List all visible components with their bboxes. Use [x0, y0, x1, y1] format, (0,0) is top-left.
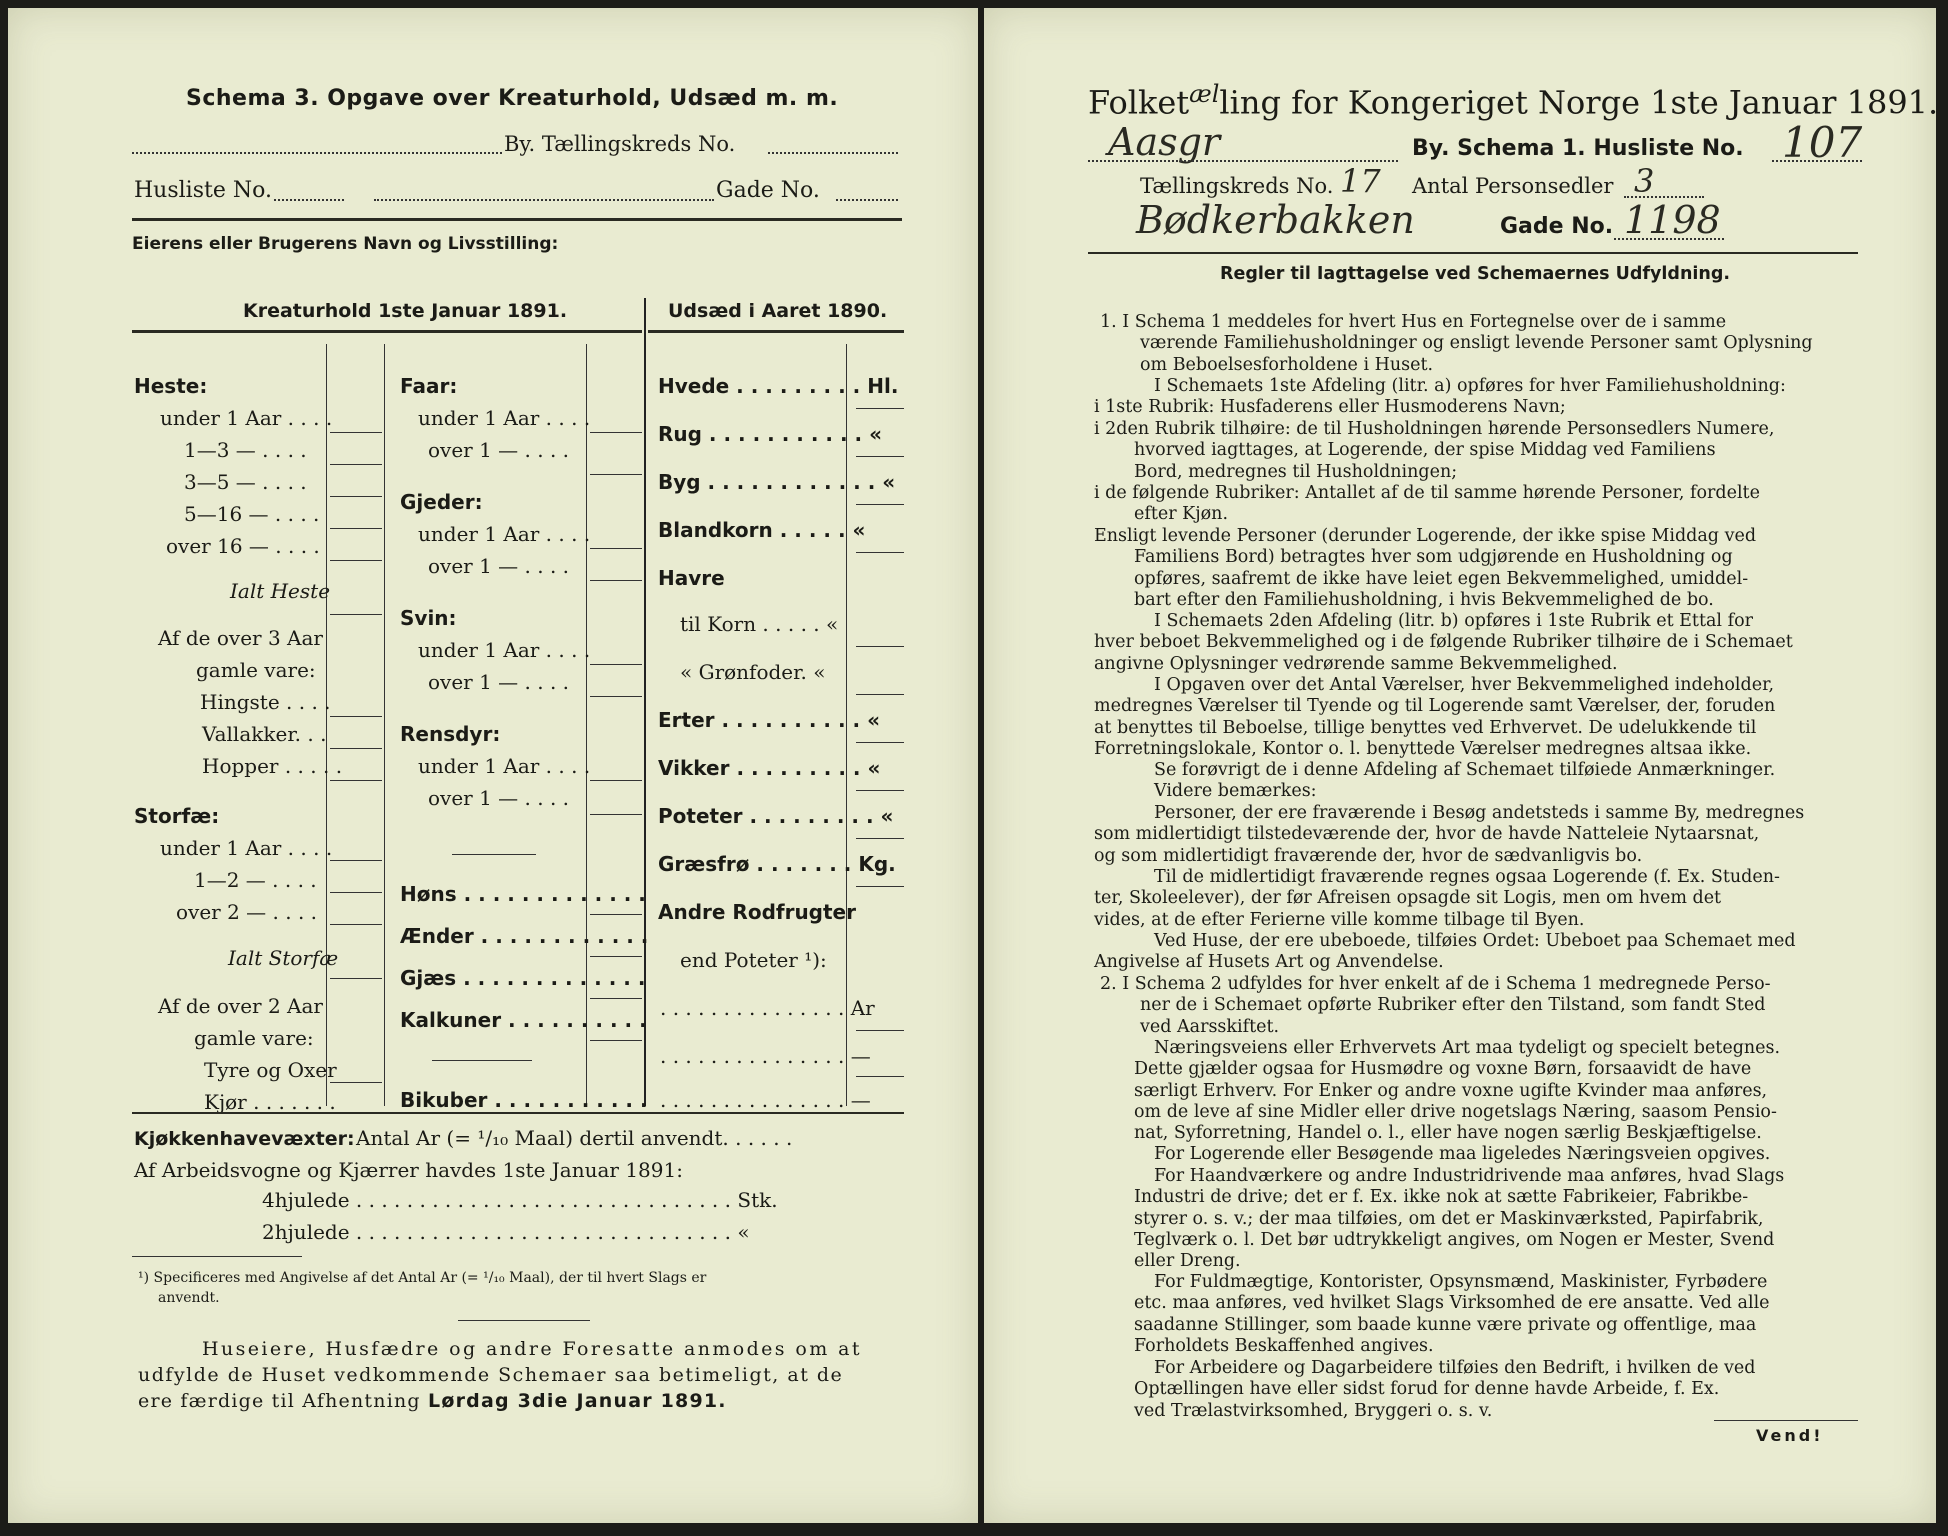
schema-3-title: Schema 3. Opgave over Kreaturhold, Udsæd m. m.: [186, 86, 839, 111]
rule-paragraph: [1094, 483, 1760, 526]
answer-line: [590, 474, 642, 475]
census-title-part-a: Folket: [1088, 83, 1190, 122]
rule-line: medregnes Værelser til Tyende og til Logerende samt Værelser, der, foruden: [1094, 696, 1776, 717]
rule-line: værende Familiehusholdninger og ensligt levende Personer samt Oplysning: [1140, 333, 1813, 354]
answer-line: [590, 998, 642, 999]
footnote-line-2: anvendt.: [158, 1290, 220, 1306]
answer-line: [330, 528, 382, 529]
answer-line: [856, 886, 904, 887]
rule-line: efter Kjøn.: [1134, 504, 1229, 525]
heste-row-3: 3—5 — . . . .: [184, 470, 307, 494]
crop-til-korn: til Korn . . . . . «: [680, 612, 839, 636]
answer-line: [330, 892, 382, 893]
rule-paragraph: [1094, 931, 1796, 974]
col-sep-3: [586, 344, 587, 1106]
notice-date: Lørdag 3die Januar 1891.: [428, 1390, 727, 1412]
rule-paragraph: [1134, 1358, 1756, 1422]
answer-line: [330, 614, 382, 615]
table-bottom-rule: [132, 1112, 904, 1114]
rule-paragraph: [1094, 397, 1566, 418]
notice-line-3: [138, 1390, 727, 1412]
handwritten-husliste-no: 107: [1782, 118, 1863, 167]
rule-paragraph: [1094, 803, 1805, 867]
heste-af-over-2: gamle vare:: [196, 658, 316, 682]
rule-line: Til de midlertidigt fraværende regnes ogsaa Logerende (f. Ex. Studen-: [1154, 867, 1780, 887]
rule-line: Teglværk o. l. Det bør udtrykkeligt angives, om Nogen er Mester, Svend: [1134, 1229, 1775, 1250]
rule-line: angivne Oplysninger vedrørende samme Bekvemmelighed.: [1094, 653, 1618, 674]
answer-line: [330, 860, 382, 861]
to-hjulede: 2hjulede . . . . . . . . . . . . . . . . . . . . . . . . . . . . . . «: [262, 1220, 750, 1244]
answer-line: [590, 664, 642, 665]
fowl-3: Gjæs . . . . . . . . . . . . .: [400, 966, 646, 990]
heste-sub-3: Hopper . . . . .: [202, 754, 343, 778]
right-header-rule: [1088, 252, 1858, 254]
rule-paragraph: [1094, 526, 1756, 611]
rule-paragraph: [1100, 312, 1813, 376]
rule-line: I Schemaets 1ste Afdeling (litr. a) opføres for hver Familiehusholdning:: [1154, 376, 1786, 396]
answer-line: [856, 790, 904, 791]
crop-graesfro: Græsfrø . . . . . . . Kg.: [658, 852, 896, 876]
rule-line: i 2den Rubrik tilhøire: de til Husholdningen hørende Personsedlers Numere,: [1094, 419, 1775, 439]
answer-line: [330, 432, 382, 433]
heste-row-4: 5—16 — . . . .: [184, 502, 320, 526]
storfae-row-1: under 1 Aar . . . .: [160, 836, 333, 860]
answer-line: [330, 924, 382, 925]
taellingskreds-label-right: Tællingskreds No.: [1140, 174, 1334, 198]
rule-line: hvorved iagttages, at Logerende, der spise Middag ved Familiens: [1134, 440, 1716, 461]
answer-line: [590, 780, 642, 781]
gjeder-row-2: over 1 — . . . .: [428, 554, 570, 578]
heste-row-1: under 1 Aar . . . .: [160, 406, 333, 430]
svin-row-2: over 1 — . . . .: [428, 670, 570, 694]
rule-line: 2. I Schema 2 udfyldes for hver enkelt af de i Schema 1 medregnede Perso-: [1100, 974, 1771, 994]
rule-line: Industri de drive; det er f. Ex. ikke nok at sætte Fabrikeier, Fabrikbe-: [1134, 1187, 1749, 1208]
rule-line: For Haandværkere og andre Industridrivende maa anføres, hvad Slags: [1154, 1166, 1785, 1186]
answer-line: [856, 504, 904, 505]
gade-label: Gade No.: [716, 178, 820, 203]
separator-short: [452, 854, 536, 855]
svin-row-1: under 1 Aar . . . .: [418, 638, 591, 662]
rule-line: eller Dreng.: [1134, 1251, 1241, 1272]
kjokken-label: Kjøkkenhavevæxter:: [134, 1128, 355, 1150]
heste-row-2: 1—3 — . . . .: [184, 438, 307, 462]
rule-line: ner de i Schemaet opførte Rubriker efter den Tilstand, som fandt Sted: [1140, 995, 1766, 1016]
rule-paragraph: [1154, 376, 1786, 397]
answer-line: [590, 914, 642, 915]
arbeidsvogne-text: Af Arbeidsvogne og Kjærrer havdes 1ste Januar 1891:: [134, 1158, 683, 1182]
rule-paragraph: [1134, 1166, 1785, 1272]
rule-line: Næringsveiens eller Erhvervets Art maa tydeligt og specielt betegnes.: [1154, 1038, 1781, 1058]
gade-no-blank: [1614, 238, 1724, 240]
answer-line: [856, 1076, 904, 1077]
answer-line: [590, 696, 642, 697]
answer-line: [590, 580, 642, 581]
fir-hjulede: 4hjulede . . . . . . . . . . . . . . . . . . . . . . . . . . . . . . Stk.: [262, 1188, 778, 1212]
udsaed-header-rule: [648, 330, 904, 333]
handwritten-by: Aasgr: [1108, 120, 1221, 164]
storfae-af-over-1: Af de over 2 Aar: [158, 994, 323, 1018]
rensdyr-row-2: over 1 — . . . .: [428, 786, 570, 810]
heste-row-5: over 16 — . . . .: [166, 534, 320, 558]
crop-poteter: Poteter . . . . . . . . . «: [658, 804, 894, 828]
faar-title: Faar:: [400, 374, 458, 398]
rule-line: Forretningslokale, Kontor o. l. benyttede Værelser medregnes altsaa ikke.: [1094, 738, 1752, 759]
fowl-4: Kalkuner . . . . . . . . . .: [400, 1008, 647, 1032]
crop-havre: Havre: [658, 566, 725, 590]
svin-title: Svin:: [400, 606, 457, 630]
answer-line: [590, 814, 642, 815]
notice-rule: [458, 1320, 590, 1321]
gade-label-right: Gade No.: [1500, 214, 1614, 239]
rule-line: ter, Skoleelever), der før Afreisen opsagde sit Logis, men om hvem det: [1094, 888, 1722, 909]
answer-line: [856, 552, 904, 553]
answer-line: [330, 560, 382, 561]
by-schema-label: By. Schema 1. Husliste No.: [1412, 136, 1744, 161]
fowl-2: Ænder . . . . . . . . . . . .: [400, 924, 649, 948]
heste-total: Ialt Heste: [230, 579, 331, 603]
vend-label: Vend!: [1756, 1426, 1824, 1445]
storfae-row-2: 1—2 — . . . .: [194, 868, 317, 892]
rule-line: etc. maa anføres, ved hvilket Slags Virksomhed de ere ansatte. Ved alle: [1134, 1293, 1770, 1314]
rule-paragraph: [1100, 974, 1771, 1038]
crop-rug: Rug . . . . . . . . . . . «: [658, 422, 883, 446]
faar-row-2: over 1 — . . . .: [428, 438, 570, 462]
col-sep-2: [384, 344, 385, 1106]
notice-line-1: Huseiere, Husfædre og andre Foresatte anmodes om at: [202, 1338, 862, 1360]
answer-line: [590, 956, 642, 957]
kreaturhold-header-rule: [132, 330, 642, 333]
rule-paragraph: [1154, 1144, 1770, 1165]
heste-title: Heste:: [134, 374, 208, 398]
rule-line: ved Aarsskiftet.: [1140, 1016, 1280, 1037]
answer-line: [330, 464, 382, 465]
antal-personsedler-label: Antal Personsedler: [1412, 174, 1614, 198]
left-page-schema-3: [8, 8, 978, 1523]
crop-blank-3: . . . . . . . . . . . . . . . —: [660, 1088, 871, 1112]
right-page-schema-1: [984, 8, 1939, 1523]
crop-hvede: Hvede . . . . . . . . . Hl.: [658, 374, 899, 398]
rule-line: om Beboelsesforholdene i Huset.: [1140, 354, 1434, 375]
rule-line: Ensligt levende Personer (derunder Logerende, der ikke spise Middag ved: [1094, 526, 1757, 546]
handwritten-kreds: 17: [1340, 162, 1381, 200]
rule-line: Personer, der ere fraværende i Besøg andetsteds i samme By, medregnes: [1154, 803, 1805, 823]
rule-line: For Logerende eller Besøgende maa ligeledes Næringsveien opgives.: [1154, 1144, 1771, 1164]
regler-title: Regler til Iagttagelse ved Schemaernes Udfyldning.: [1220, 264, 1731, 284]
census-title-insert: æl: [1189, 80, 1220, 108]
rule-line: I Opgaven over det Antal Værelser, hver Bekvemmelighed indeholder,: [1154, 675, 1775, 695]
rule-paragraph: [1094, 675, 1776, 760]
crop-blank-1: . . . . . . . . . . . . . . . Ar: [660, 996, 875, 1020]
handwritten-gade-no: 1198: [1624, 198, 1721, 242]
rule-line: Angivelse af Husets Art og Anvendelse.: [1094, 952, 1444, 973]
rule-paragraph: [1094, 867, 1780, 931]
answer-line: [330, 1082, 382, 1083]
notice-line-3-text: ere færdige til Afhentning: [138, 1390, 421, 1412]
rule-line: 1. I Schema 1 meddeles for hvert Hus en Fortegnelse over de i samme: [1100, 312, 1727, 332]
crop-byg: Byg . . . . . . . . . . . . «: [658, 470, 896, 494]
handwritten-gade: Bødkerbakken: [1136, 198, 1415, 242]
rule-line: Se forøvrigt de i denne Afdeling af Schemaet tilføiede Anmærkninger.: [1154, 760, 1776, 780]
crop-end-poteter: end Poteter ¹):: [680, 948, 827, 972]
storfae-sub-2: Kjør . . . . . . .: [204, 1090, 336, 1114]
by-blank: [132, 152, 502, 154]
rule-line: styrer o. s. v.; der maa tilføies, om det er Maskinværksted, Papirfabrik,: [1134, 1208, 1764, 1229]
kjokken-text: Antal Ar (= ¹/₁₀ Maal) dertil anvendt. . . . . .: [356, 1126, 793, 1150]
census-title: [1088, 80, 1938, 122]
vend-rule: [1714, 1420, 1858, 1421]
rule-line: og som midlertidigt fraværende der, hvor de sædvanligvis bo.: [1094, 845, 1643, 866]
answer-line: [590, 1040, 642, 1041]
rule-line: Forholdets Beskaffenhed angives.: [1134, 1335, 1434, 1356]
footnote-rule: [132, 1256, 302, 1257]
answer-line: [856, 456, 904, 457]
separator-short-2: [432, 1060, 532, 1061]
storfae-sub-1: Tyre og Oxer: [204, 1058, 337, 1082]
storfae-total: Ialt Storfæ: [228, 946, 339, 970]
gjeder-title: Gjeder:: [400, 490, 483, 514]
rule-line: om de leve af sine Midler eller drive nogetslags Næring, saasom Pensio-: [1134, 1101, 1777, 1122]
answer-line: [856, 1030, 904, 1031]
rule-line: saadanne Stillinger, som baade kunne være private og offentlige, maa: [1134, 1314, 1757, 1335]
husliste-blank-right: [1772, 160, 1862, 162]
header-rule: [132, 218, 902, 221]
col-header-kreaturhold: Kreaturhold 1ste Januar 1891.: [243, 300, 568, 322]
rule-paragraph: [1154, 781, 1317, 802]
answer-line: [856, 694, 904, 695]
bikuber: Bikuber . . . . . . . . . . .: [400, 1088, 648, 1112]
rule-line: For Fuldmægtige, Kontorister, Opsynsmænd, Maskinister, Fyrbødere: [1154, 1272, 1768, 1292]
husliste-label: Husliste No.: [134, 178, 272, 203]
rensdyr-row-1: under 1 Aar . . . .: [418, 754, 591, 778]
census-title-part-b: ling for Kongeriget Norge 1ste Januar 1891.: [1219, 83, 1939, 122]
gade-blank: [836, 199, 898, 201]
answer-line: [856, 408, 904, 409]
fowl-1: Høns . . . . . . . . . . . . .: [400, 882, 646, 906]
answer-line: [330, 496, 382, 497]
rule-line: opføres, saafremt de ikke have leiet egen Bekvemmelighed, umiddel-: [1134, 568, 1749, 589]
rule-line: hver beboet Bekvemmelighed og i de følgende Rubriker tilhøire de i Schemaet: [1094, 632, 1793, 653]
rensdyr-title: Rensdyr:: [400, 722, 501, 746]
owner-label: Eierens eller Brugerens Navn og Livsstilling:: [132, 234, 559, 254]
rule-line: For Arbeidere og Dagarbeidere tilføies den Bedrift, i hvilken de ved: [1154, 1358, 1756, 1378]
rule-line: Dette gjælder ogsaa for Husmødre og voxne Børn, forsaavidt de have: [1134, 1059, 1752, 1080]
answer-line: [856, 838, 904, 839]
rule-line: I Schemaets 2den Afdeling (litr. b) opføres i 1ste Rubrik et Ettal for: [1154, 611, 1753, 631]
rule-paragraph: [1094, 611, 1793, 675]
by-taellingskreds-label: By. Tællingskreds No.: [504, 132, 736, 156]
rule-line: særligt Erhverv. For Enker og andre voxne ugifte Kvinder maa anføres,: [1134, 1080, 1768, 1101]
rule-line: at benyttes til Beboelse, tillige benyttes ved Erhvervet. De udelukkende til: [1094, 717, 1757, 738]
storfae-af-over-2: gamle vare:: [194, 1026, 314, 1050]
rule-line: bart efter den Familiehusholdning, i hvis Bekvemmelighed de bo.: [1134, 589, 1714, 610]
rule-paragraph: [1134, 1272, 1770, 1357]
handwritten-antal: 3: [1634, 162, 1655, 200]
crop-vikker: Vikker . . . . . . . . . «: [658, 756, 881, 780]
crop-erter: Erter . . . . . . . . . . «: [658, 708, 881, 732]
footnote-line-1: ¹) Specificeres med Angivelse af det Antal Ar (= ¹/₁₀ Maal), der til hvert Slags er: [138, 1270, 707, 1286]
rule-line: i 1ste Rubrik: Husfaderens eller Husmoderens Navn;: [1094, 397, 1566, 417]
heste-sub-2: Vallakker. . .: [202, 722, 327, 746]
rule-line: Bord, medregnes til Husholdningen;: [1134, 461, 1458, 482]
rule-line: ved Trælastvirksomhed, Bryggeri o. s. v.: [1134, 1400, 1493, 1421]
rule-paragraph: [1154, 760, 1775, 781]
rule-paragraph: [1094, 419, 1774, 483]
rule-line: Ved Huse, der ere ubeboede, tilføies Ordet: Ubeboet paa Schemaet med: [1154, 931, 1796, 951]
rule-line: Familiens Bord) betragtes hver som udgjørende en Husholdning og: [1134, 547, 1733, 568]
crop-blank-2: . . . . . . . . . . . . . . . —: [660, 1044, 871, 1068]
heste-sub-1: Hingste . . . .: [200, 690, 331, 714]
crop-andre-rodfrugter: Andre Rodfrugter: [658, 900, 856, 924]
heste-af-over-1: Af de over 3 Aar: [158, 626, 323, 650]
notice-line-2: udfylde de Huset vedkommende Schemaer saa betimeligt, at de: [138, 1364, 844, 1386]
storfae-row-3: over 2 — . . . .: [176, 900, 318, 924]
rule-line: Videre bemærkes:: [1154, 781, 1317, 801]
rule-line: Optællingen have eller sidst forud for denne havde Arbeide, f. Ex.: [1134, 1379, 1720, 1400]
rule-line: i de følgende Rubriker: Antallet af de til samme hørende Personer, fordelte: [1094, 483, 1760, 503]
answer-line: [590, 548, 642, 549]
rule-line: nat, Syforretning, Handel o. l., eller have nogen særlig Beskjæftigelse.: [1134, 1123, 1762, 1144]
crop-gronfoder: « Grønfoder. «: [680, 660, 826, 684]
gade-name-blank: [374, 199, 714, 201]
col-header-udsaed: Udsæd i Aaret 1890.: [668, 300, 888, 322]
answer-line: [330, 748, 382, 749]
taellingskreds-blank: [768, 152, 898, 154]
answer-line: [590, 432, 642, 433]
storfae-title: Storfæ:: [134, 804, 220, 828]
answer-line: [330, 780, 382, 781]
answer-line: [856, 742, 904, 743]
answer-line: [330, 716, 382, 717]
husliste-blank: [274, 199, 344, 201]
rule-line: vides, at de efter Ferierne ville komme tilbage til Byen.: [1094, 909, 1585, 930]
rule-paragraph: [1134, 1038, 1781, 1144]
faar-row-1: under 1 Aar . . . .: [418, 406, 591, 430]
crop-blandkorn: Blandkorn . . . . . «: [658, 518, 866, 542]
answer-line: [330, 978, 382, 979]
gjeder-row-1: under 1 Aar . . . .: [418, 522, 591, 546]
rule-line: som midlertidigt tilstedeværende der, hvor de havde Natteleie Nytaarsnat,: [1094, 824, 1760, 845]
answer-line: [856, 646, 904, 647]
